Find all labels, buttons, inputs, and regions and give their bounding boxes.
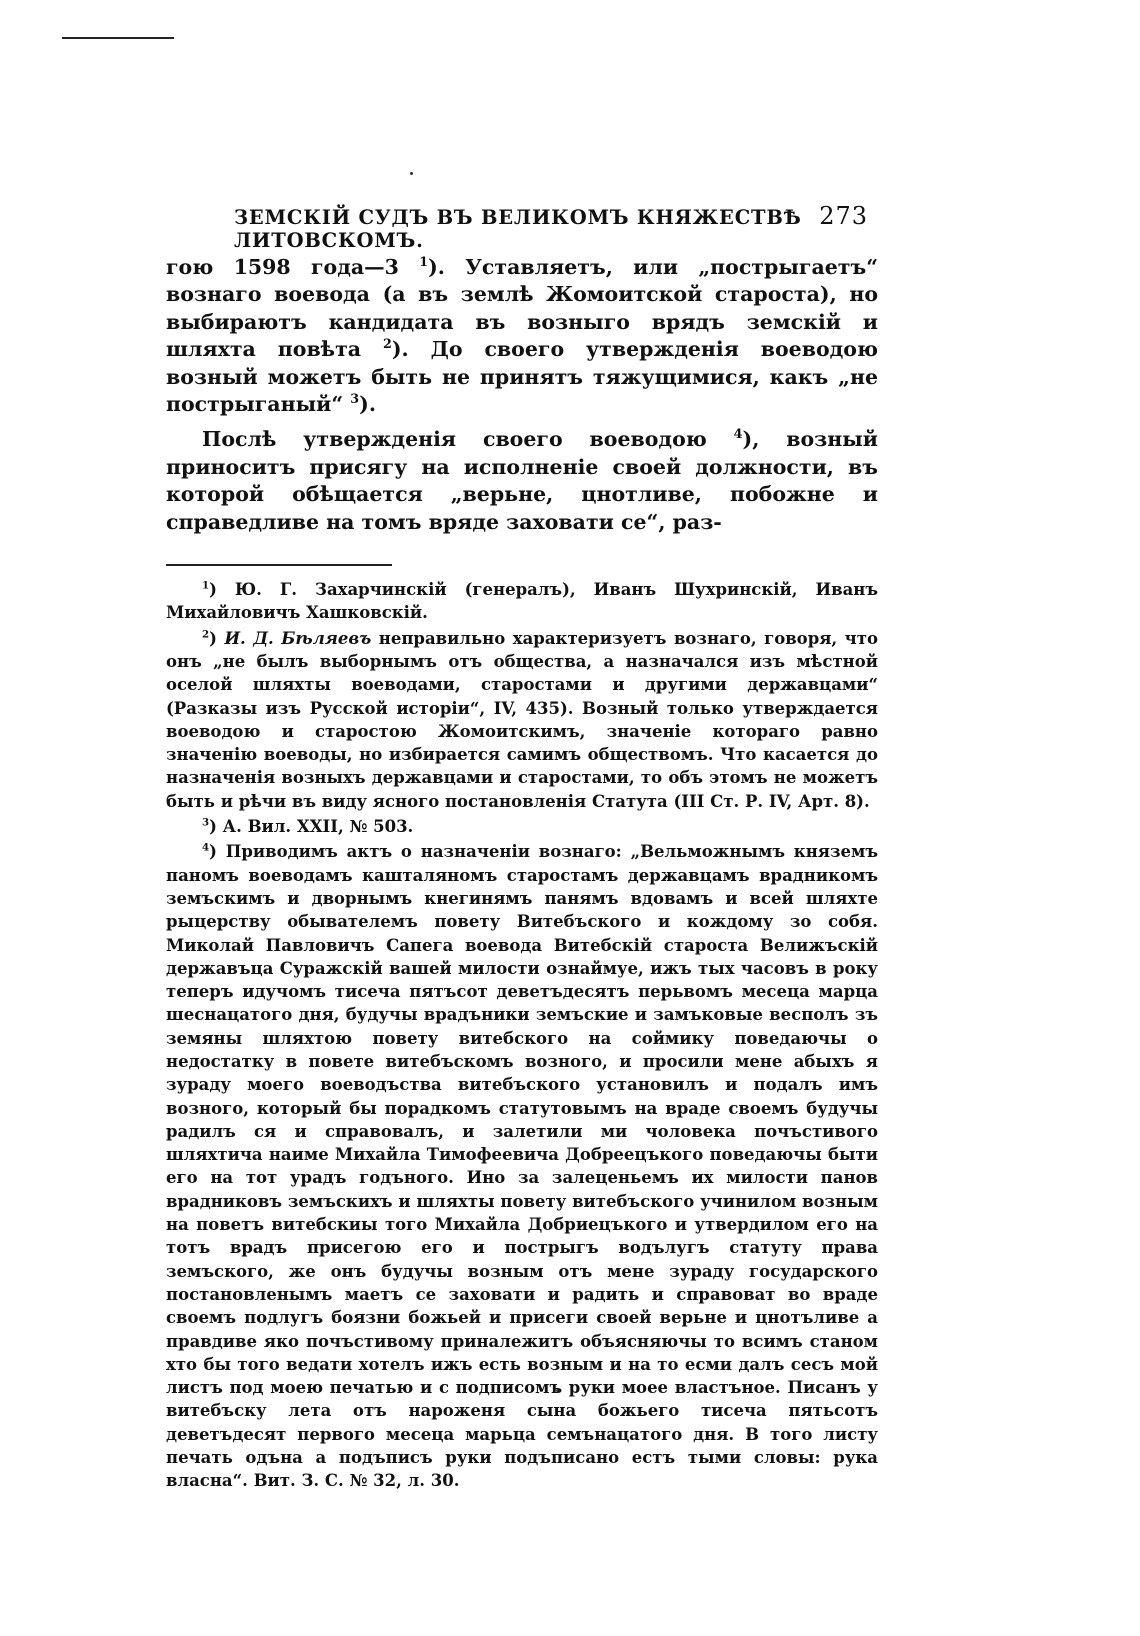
footnote-ref: 2 xyxy=(383,336,392,352)
footnote-text: ) Приводимъ актъ о назначеніи вознаго: „Вельможнымъ княземъ паномъ воеводамъ кашталяномъ старостамъ державцамъ врадникомъ земъскимъ и дворнымъ кнегинямъ панямъ вдовамъ и всей шляхте рыцерству обывателемъ повету Витебъского и кождому зо собя. Миколай Павловичъ Сапега воевода Витебскій староста Велижъскій державъца Суражскій вашей милости ознаймуе, ижъ тых часовъ в року теперъ идучомъ тисеча пятъсот деветъдесятъ перьвомъ месеца марца шеснацатого дня, будучы врадъники земъские и замъковые весполъ зъ земяны шляхтою повету витебского на соймику поведаючы о недостатку в повете витебъскомъ возного, и просили мене абыхъ я зураду моего воеводъства витебъского установилъ и подалъ имъ возного, который бы порадкомъ статутовымъ на враде своемъ будучы радилъ ся и справовалъ, и залетили ми чоловека почъстивого шляхтича наиме Михайла Тимофеевича Добреецъкого поведаючы быти его на тот урадъ годъного. Ино за залеценьемъ их милости панов врадниковъ земъскихъ и шляхты повету витебъского учинилом возным на поветъ витебскиы того Михайла Добриецъкого и утвердилом его на тотъ врадъ присегою его и пострыгъ водълугъ статуту права земъского, же онъ будучы возным отъ мене зураду государского постановленымъ маетъ се заховати и радить и справоват во враде своемъ подлугъ боязни божьей и присеги своей верьне и цнотъливе а правдиве яко почъстивому приналежитъ объясняючы то всимъ станом хто бы того ведати хотелъ ижъ есть возным и на то есми далъ сесъ мой листъ под моею печатью и с подписомъ руки моее властъное. Писанъ у витебъску лета отъ нароженя сына божьего тисеча пятьсотъ деветъдесят первого месеца марьца семънацатого дня. В того листу печать одъна а подъписъ руки подъписано естъ тыми словы: рука власна“. Вит. З. С. № 32, л. 30. xyxy=(166,842,878,1491)
text-run: ). До своего утвержденія воеводою возный можетъ быть не принятъ тяжущимися, какъ „не пострыганый“ xyxy=(166,337,878,417)
footnote-mark: 1 xyxy=(202,579,210,592)
footnote-rule xyxy=(166,564,392,566)
top-rule xyxy=(62,37,174,39)
footnote xyxy=(166,627,878,813)
footnote-mark: 2 xyxy=(202,628,210,641)
footnote xyxy=(166,815,878,838)
footnote-ref: 3 xyxy=(350,391,360,407)
text-run: гою 1598 года—3 xyxy=(166,255,420,279)
footnote xyxy=(166,578,878,625)
footnote-text: ) Ю. Г. Захарчинскій (генералъ), Иванъ Шухринскій, Иванъ Михайловичъ Хашковскій. xyxy=(166,580,878,623)
footnote-ref: 4 xyxy=(733,426,743,442)
footnote-mark: 4 xyxy=(202,841,210,854)
text-run: ), возный приноситъ присягу на исполненіе своей должности, въ которой обѣщается „верьне, цнотливе, побожне и справедливе на томъ вряде заховати се“, раз- xyxy=(166,427,879,534)
paragraph xyxy=(166,426,878,536)
footnote-mark: 3 xyxy=(202,816,210,829)
text-run: Послѣ утвержденія своего воеводою xyxy=(202,427,734,452)
page-number: 273 xyxy=(819,202,868,230)
text-run: ). xyxy=(359,392,376,417)
footnote-text: неправильно характеризуетъ вознаго, говоря, что онъ „не былъ выборнымъ отъ общества, а назначался изъ мѣстной оселой шляхты воеводами, старостами и другими державцами“ (Разказы изъ Русской исторіи“, IV, 435). Возный только утверждается воеводою и старостою Жомоитскимъ, значеніе котораго равно значенію воеводы, но избирается самимъ обществомъ. Что касается до назначенія возныхъ державцами и старостами, то объ этомъ не можетъ быть и рѣчи въ виду ясного постановленія Статута (III Ст. Р. IV, Арт. 8). xyxy=(166,628,878,811)
running-head-title: ЗЕМСКІЙ СУДЪ ВЪ ВЕЛИКОМЪ КНЯЖЕСТВѢ ЛИТОВСКОМЪ. xyxy=(234,206,802,252)
page xyxy=(166,200,878,1493)
print-speck xyxy=(410,172,413,175)
footnote-text: ) А. Вил. XXII, № 503. xyxy=(209,817,414,837)
cited-author: И. Д. Бѣляевъ xyxy=(224,628,372,648)
footnote-ref: 1 xyxy=(419,254,429,270)
footnote-text: ) xyxy=(209,628,225,648)
text-run: ). Уставляетъ, или „пострыгаетъ“ вознаго воевода (а въ землѣ Жомоитской староста), но выбираютъ кандидата въ возныго врядъ земскій и шляхта повѣта xyxy=(166,255,879,362)
footnotes xyxy=(166,578,878,1493)
running-head xyxy=(166,200,878,252)
footnote xyxy=(166,840,878,1492)
body-text xyxy=(166,254,878,536)
paragraph xyxy=(166,254,878,418)
